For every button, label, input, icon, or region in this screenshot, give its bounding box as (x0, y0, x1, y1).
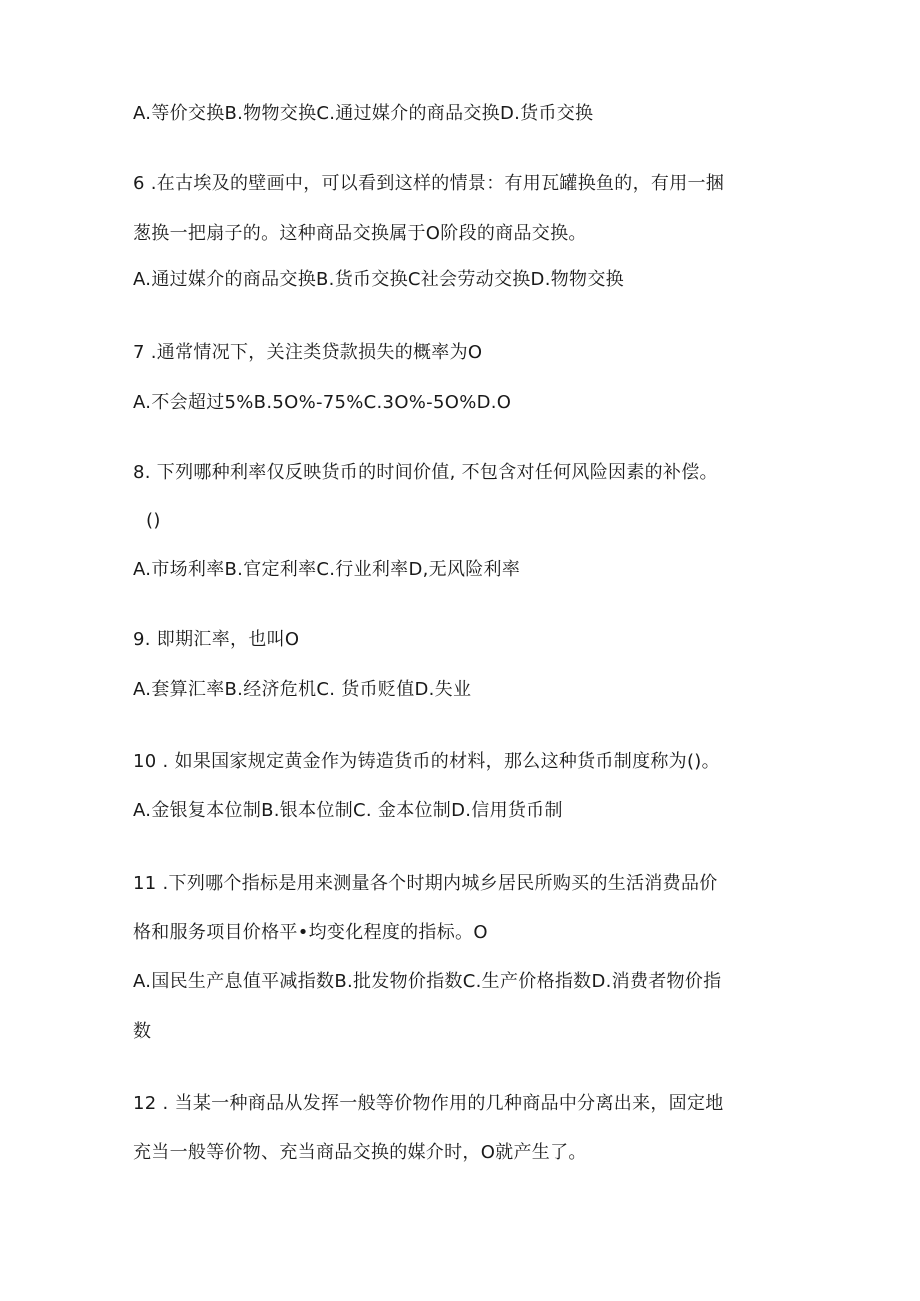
q7-options: A.不会超过5%B.5O%-75%C.3O%-5O%D.O (133, 392, 512, 413)
q6-question-line2: 葱换一把扇子的。这种商品交换属于O阶段的商品交换。 (133, 223, 587, 244)
q8-question-line1: 8. 下列哪种利率仅反映货币的时间价值, 不包含对任何风险因素的补偿。 (133, 462, 718, 483)
q7-question: 7 .通常情况下，关注类贷款损失的概率为O (133, 342, 483, 363)
q11-question-line1: 11 .下列哪个指标是用来测量各个时期内城乡居民所购买的生活消费品价 (133, 873, 718, 894)
q11-question-line2: 格和服务项目价格平•均变化程度的指标。O (133, 922, 488, 943)
q9-question: 9. 即期汇率，也叫O (133, 629, 300, 650)
q8-question-line2: () (146, 510, 161, 531)
q12-question-line1: 12 . 当某一种商品从发挥一般等价物作用的几种商品中分离出来，固定地 (133, 1093, 724, 1114)
q11-options-line2: 数 (133, 1021, 152, 1042)
q6-question-line1: 6 .在古埃及的壁画中，可以看到这样的情景：有用瓦罐换鱼的，有用一捆 (133, 173, 725, 194)
q12-question-line2: 充当一般等价物、充当商品交换的媒介时，O就产生了。 (133, 1142, 587, 1163)
q11-options-line1: A.国民生产息值平减指数B.批发物价指数C.生产价格指数D.消费者物价指 (133, 971, 722, 992)
q6-options: A.通过媒介的商品交换B.货币交换C社会劳动交换D.物物交换 (133, 269, 624, 290)
q8-options: A.市场利率B.官定利率C.行业利率D,无风险利率 (133, 559, 521, 580)
q10-options: A.金银复本位制B.银本位制C. 金本位制D.信用货币制 (133, 800, 563, 821)
q5-options: A.等价交换B.物物交换C.通过媒介的商品交换D.货币交换 (133, 103, 594, 124)
q10-question: 10 . 如果国家规定黄金作为铸造货币的材料，那么这种货币制度称为()。 (133, 751, 720, 772)
q9-options: A.套算汇率B.经济危机C. 货币贬值D.失业 (133, 679, 472, 700)
